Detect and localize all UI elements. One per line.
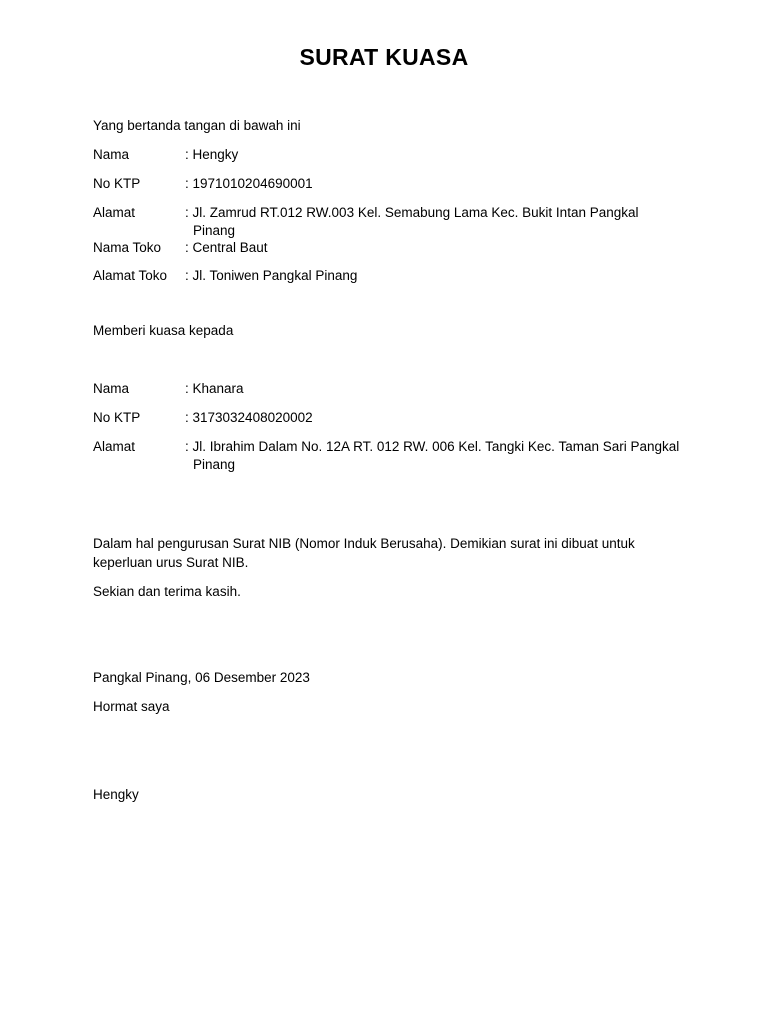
grantor-ktp-value: : 1971010204690001 [185, 176, 313, 191]
store-address-label: Alamat Toko [93, 268, 168, 283]
purpose-paragraph: Dalam hal pengurusan Surat NIB (Nomor Induk Berusaha). Demikian surat ini dibuat untuk keperluan urus Surat NIB. [93, 536, 635, 570]
regards-text: Hormat saya [93, 699, 170, 714]
grantor-address-value: : Jl. Zamrud RT.012 RW.003 Kel. Semabung Lama Kec. Bukit Intan Pangkal Pinang [185, 205, 639, 238]
document-title: SURAT KUASA [299, 44, 469, 70]
place-date: Pangkal Pinang, 06 Desember 2023 [93, 670, 310, 685]
grantee-ktp-label: No KTP [93, 410, 141, 425]
store-address-value: : Jl. Toniwen Pangkal Pinang [185, 268, 358, 283]
grantee-address-value: : Jl. Ibrahim Dalam No. 12A RT. 012 RW. 006 Kel. Tangki Kec. Taman Sari Pangkal Pinang [185, 439, 680, 472]
store-name-value: : Central Baut [185, 240, 268, 255]
grantee-name-label: Nama [93, 381, 130, 396]
store-name-label: Nama Toko [93, 240, 162, 255]
closing-text: Sekian dan terima kasih. [93, 584, 241, 599]
signatory-name: Hengky [93, 787, 139, 802]
grantor-ktp-label: No KTP [93, 176, 141, 191]
grantor-name-label: Nama [93, 147, 130, 162]
grantor-name-value: : Hengky [185, 147, 239, 162]
grantee-ktp-value: : 3173032408020002 [185, 410, 313, 425]
grantee-name-value: : Khanara [185, 381, 244, 396]
grantee-address-label: Alamat [93, 439, 136, 454]
intro-text: Yang bertanda tangan di bawah ini [93, 118, 301, 133]
grant-statement: Memberi kuasa kepada [93, 323, 234, 338]
grantor-address-label: Alamat [93, 205, 136, 220]
